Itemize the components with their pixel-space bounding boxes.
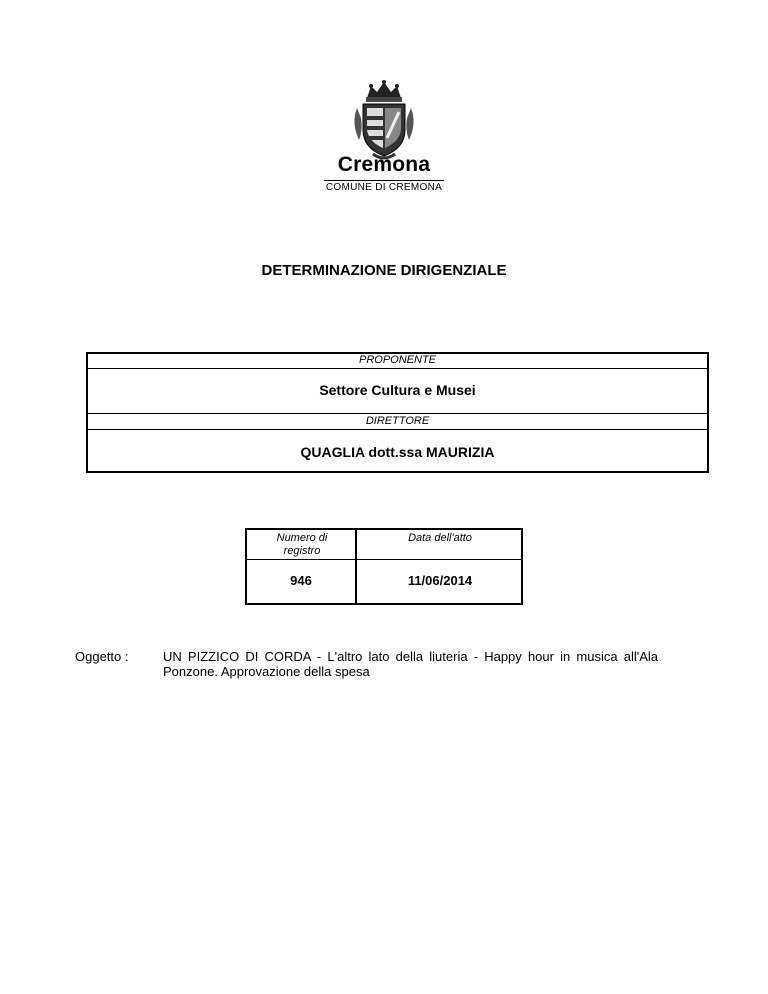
registro-table: [245, 528, 523, 605]
coat-of-arms-icon: [349, 78, 419, 162]
proponente-label: PROPONENTE: [358, 354, 436, 366]
numero-registro-label: Numero di registro: [276, 532, 328, 557]
registro-row-divider: [247, 559, 521, 560]
oggetto-label: Oggetto :: [75, 649, 129, 664]
document-title: DETERMINAZIONE DIRIGENZIALE: [261, 262, 507, 279]
data-atto-label: Data dell'atto: [408, 532, 472, 544]
proponente-value: Settore Cultura e Musei: [319, 382, 476, 398]
proponente-box: [86, 352, 709, 473]
proponente-divider: [88, 368, 707, 369]
direttore-divider: [88, 429, 707, 430]
numero-registro-value: 946: [290, 573, 312, 588]
data-atto-value: 11/06/2014: [407, 573, 473, 588]
logo-divider: [324, 180, 444, 181]
oggetto-text: UN PIZZICO DI CORDA - L'altro lato della liuteria - Happy hour in musica all'Ala Ponzone. Approvazione della spesa: [163, 649, 658, 679]
comune-name: COMUNE DI CREMONA: [325, 182, 443, 193]
direttore-label: DIRETTORE: [365, 415, 430, 427]
section-divider: [88, 413, 707, 414]
logo: [0, 78, 768, 162]
direttore-value: QUAGLIA dott.ssa MAURIZIA: [300, 444, 495, 460]
city-name: Cremona: [337, 153, 431, 176]
